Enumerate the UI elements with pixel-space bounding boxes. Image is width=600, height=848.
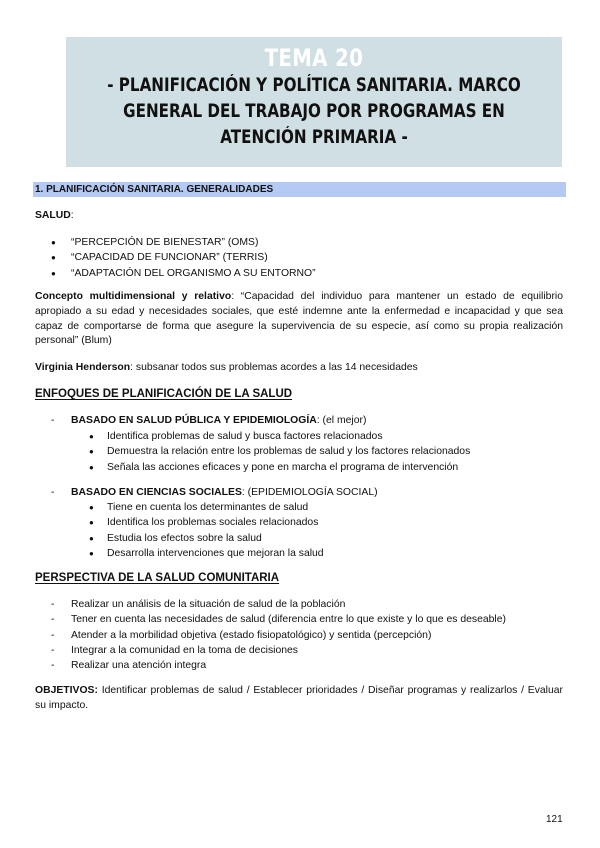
list-item: ● “PERCEPCIÓN DE BIENESTAR” (OMS) [35, 235, 316, 250]
enfoque-group-suffix: : (el mejor) [316, 415, 367, 426]
salud-colon: : [70, 210, 74, 221]
list-item: ● “ADAPTACIÓN DEL ORGANISMO A SU ENTORNO” [35, 266, 316, 281]
virginia-paragraph [35, 362, 418, 373]
salud-label-line [35, 210, 74, 221]
section-heading-1: 1. PLANIFICACIÓN SANITARIA. GENERALIDADES [33, 182, 566, 197]
objetivos-label: OBJETIVOS: [35, 685, 98, 696]
enfoques-list-2 [35, 485, 378, 500]
enfoque-group [35, 413, 366, 428]
enfoque-1-items [35, 429, 470, 475]
enfoques-heading: ENFOQUES DE PLANIFICACIÓN DE LA SALUD [35, 388, 293, 400]
list-item: ● Demuestra la relación entre los problemas de salud y los factores relacionados [35, 444, 470, 459]
list-item: - Atender a la morbilidad objetiva (estado fisiopatológico) y sentida (percepción) [35, 628, 506, 643]
list-item: ● Identifica problemas de salud y busca factores relacionados [35, 429, 470, 444]
list-item: ● Tiene en cuenta los determinantes de salud [35, 500, 324, 515]
salud-label: SALUD [35, 210, 71, 221]
enfoque-group-label: BASADO EN CIENCIAS SOCIALES [71, 487, 242, 498]
list-item: - Integrar a la comunidad en la toma de decisiones [35, 643, 506, 658]
enfoques-list [35, 413, 366, 428]
list-item: ● Estudia los efectos sobre la salud [35, 531, 324, 546]
enfoque-group-suffix: : (EPIDEMIOLOGÍA SOCIAL) [241, 487, 378, 498]
list-item: ● “CAPACIDAD DE FUNCIONAR” (TERRIS) [35, 250, 316, 265]
topic-title-line-3: ATENCIÓN PRIMARIA - [220, 127, 408, 148]
concepto-text: : “Capacidad del individuo para mantener un estado de equilibrio apropiado a su edad y necesidades sociales, que esté indemne ante la enfermedad e incapacidad y que sea capaz de comportarse de forma que asegure la supervivencia de su especie, así como su propia realización personal” (Blum) [35, 291, 563, 347]
concepto-paragraph [35, 290, 563, 349]
list-item: - Realizar un análisis de la situación de salud de la población [35, 597, 506, 612]
virginia-label: Virginia Henderson [35, 362, 131, 373]
enfoque-group-label: BASADO EN SALUD PÚBLICA Y EPIDEMIOLOGÍA [71, 415, 317, 426]
objetivos-paragraph [35, 684, 563, 714]
list-item: - Realizar una atención integra [35, 658, 506, 673]
list-item: - Tener en cuenta las necesidades de salud (diferencia entre lo que existe y lo que es deseable) [35, 612, 506, 627]
perspectiva-list [35, 597, 506, 673]
perspectiva-heading: PERSPECTIVA DE LA SALUD COMUNITARIA [35, 572, 280, 584]
objetivos-text: Identificar problemas de salud / Establecer prioridades / Diseñar programas y realizarlos / Evaluar su impacto. [35, 685, 563, 711]
list-item: ● Señala las acciones eficaces y pone en marcha el programa de intervención [35, 460, 470, 475]
list-item: ● Desarrolla intervenciones que mejoran la salud [35, 546, 324, 561]
topic-title-line-2: GENERAL DEL TRABAJO POR PROGRAMAS EN [123, 101, 505, 122]
list-item: ● Identifica los problemas sociales relacionados [35, 515, 324, 530]
title-banner [66, 37, 562, 167]
salud-list [35, 235, 316, 281]
enfoque-group [35, 485, 378, 500]
topic-title-line-1: - PLANIFICACIÓN Y POLÍTICA SANITARIA. MARCO [107, 75, 521, 96]
virginia-text: : subsanar todos sus problemas acordes a las 14 necesidades [130, 362, 418, 373]
topic-number: TEMA 20 [264, 44, 364, 72]
page-number: 121 [546, 814, 563, 825]
enfoque-2-items [35, 500, 324, 561]
concepto-label: Concepto multidimensional y relativo [35, 291, 232, 302]
